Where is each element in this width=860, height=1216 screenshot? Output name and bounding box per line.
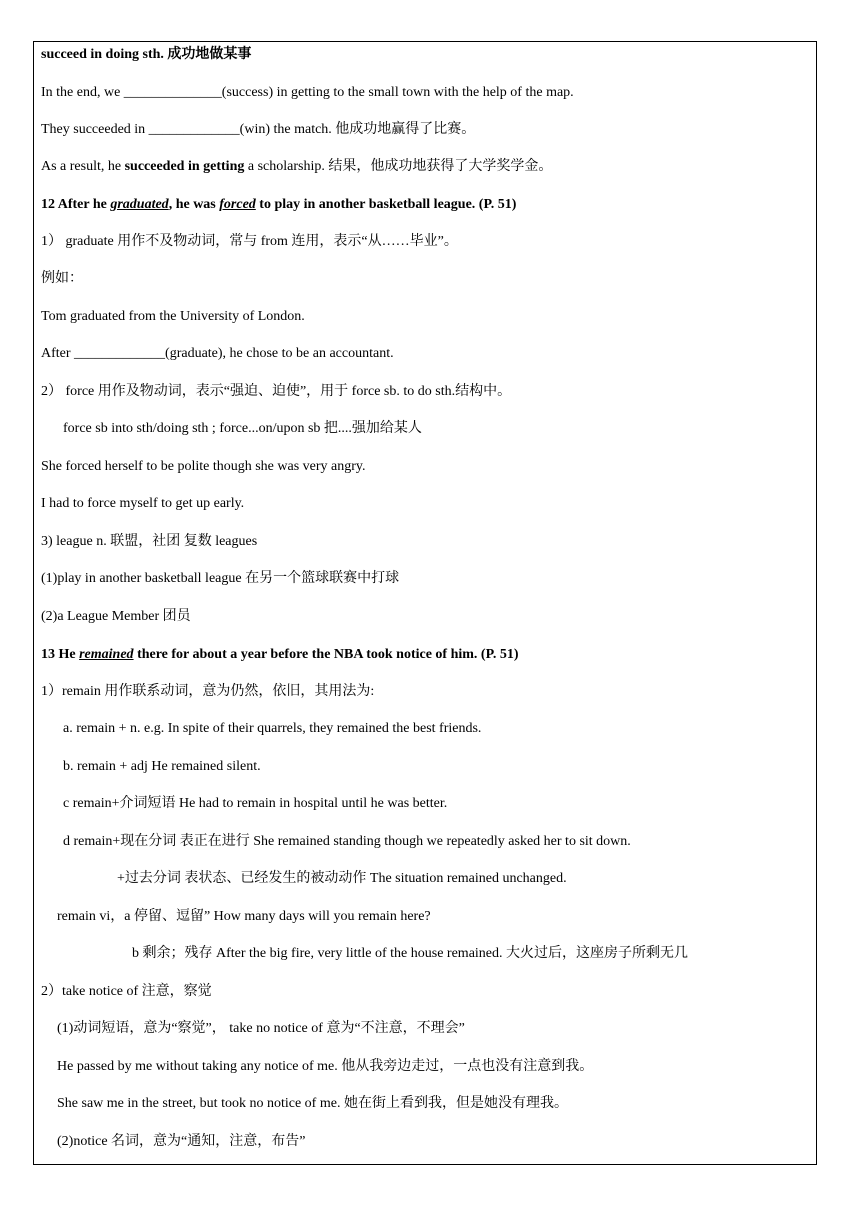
text-line: a. remain + n. e.g. In spite of their quarrels, they remained the best friends.	[63, 721, 482, 736]
text-line: +过去分词 表状态、已经发生的被动动作 The situation remained unchanged.	[117, 871, 567, 886]
text-line: 例如：	[41, 271, 83, 286]
text-line: 1） graduate 用作不及物动词，常与 from 连用，表示“从……毕业”。	[41, 234, 458, 249]
text-line: (1)动词短语，意为“察觉”， take no notice of 意为“不注意，不理会”	[57, 1021, 465, 1036]
text-line: (2)a League Member 团员	[41, 609, 191, 624]
heading-keyword: forced	[219, 197, 256, 212]
text-line: She forced herself to be polite though she was very angry.	[41, 459, 366, 474]
text-line: b 剩余；残存 After the big fire, very little of the house remained. 大火过后，这座房子所剩无几	[132, 946, 689, 961]
text-line: She saw me in the street, but took no notice of me. 她在街上看到我，但是她没有理我。	[57, 1096, 568, 1111]
text-segment: As a result, he	[41, 159, 125, 174]
heading-keyword: remained	[79, 647, 134, 662]
text-line: They succeeded in _____________(win) the match. 他成功地赢得了比赛。	[41, 122, 476, 137]
text-line: remain vi，a 停留、逗留” How many days will you remain here?	[57, 909, 431, 924]
section-heading-12	[41, 196, 516, 214]
text-line: 3) league n. 联盟，社团 复数 leagues	[41, 534, 258, 549]
text-line: 2）take notice of 注意，察觉	[41, 984, 212, 999]
heading-text: , he was	[168, 197, 220, 212]
text-line: succeed in doing sth. 成功地做某事	[41, 47, 252, 62]
text-line: 2） force 用作及物动词，表示“强迫、迫使”，用于 force sb. to do sth.结构中。	[41, 384, 512, 399]
text-line: He passed by me without taking any notice of me. 他从我旁边走过，一点也没有注意到我。	[57, 1059, 594, 1074]
text-line: After _____________(graduate), he chose to be an accountant.	[41, 346, 394, 361]
keyword: succeeded in getting	[124, 159, 245, 174]
text-line: force sb into sth/doing sth ; force...on/upon sb 把....强加给某人	[63, 421, 422, 436]
text-line: b. remain + adj He remained silent.	[63, 759, 261, 774]
heading-keyword: graduated	[110, 197, 169, 212]
heading-text: 13 He	[41, 647, 80, 662]
text-line: In the end, we ______________(success) in getting to the small town with the help of the map.	[41, 85, 574, 100]
text-line: Tom graduated from the University of London.	[41, 309, 305, 324]
text-line	[41, 158, 552, 176]
text-line: I had to force myself to get up early.	[41, 496, 245, 511]
heading-text: 12 After he	[41, 197, 111, 212]
text-line: c remain+介词短语 He had to remain in hospital until he was better.	[63, 796, 448, 811]
section-heading-13	[41, 646, 519, 664]
text-line: d remain+现在分词 表正在进行 She remained standing though we repeatedly asked her to sit down.	[63, 834, 631, 849]
text-segment: a scholarship. 结果，他成功地获得了大学奖学金。	[244, 159, 553, 174]
text-line: 1）remain 用作联系动词，意为仍然，依旧，其用法为:	[41, 684, 375, 699]
heading-text: there for about a year before the NBA took notice of him. (P. 51)	[133, 647, 519, 662]
heading-text: to play in another basketball league. (P. 51)	[255, 197, 517, 212]
text-line: (1)play in another basketball league 在另一个篮球联赛中打球	[41, 571, 400, 586]
text-line: (2)notice 名词，意为“通知，注意，布告”	[57, 1134, 306, 1149]
